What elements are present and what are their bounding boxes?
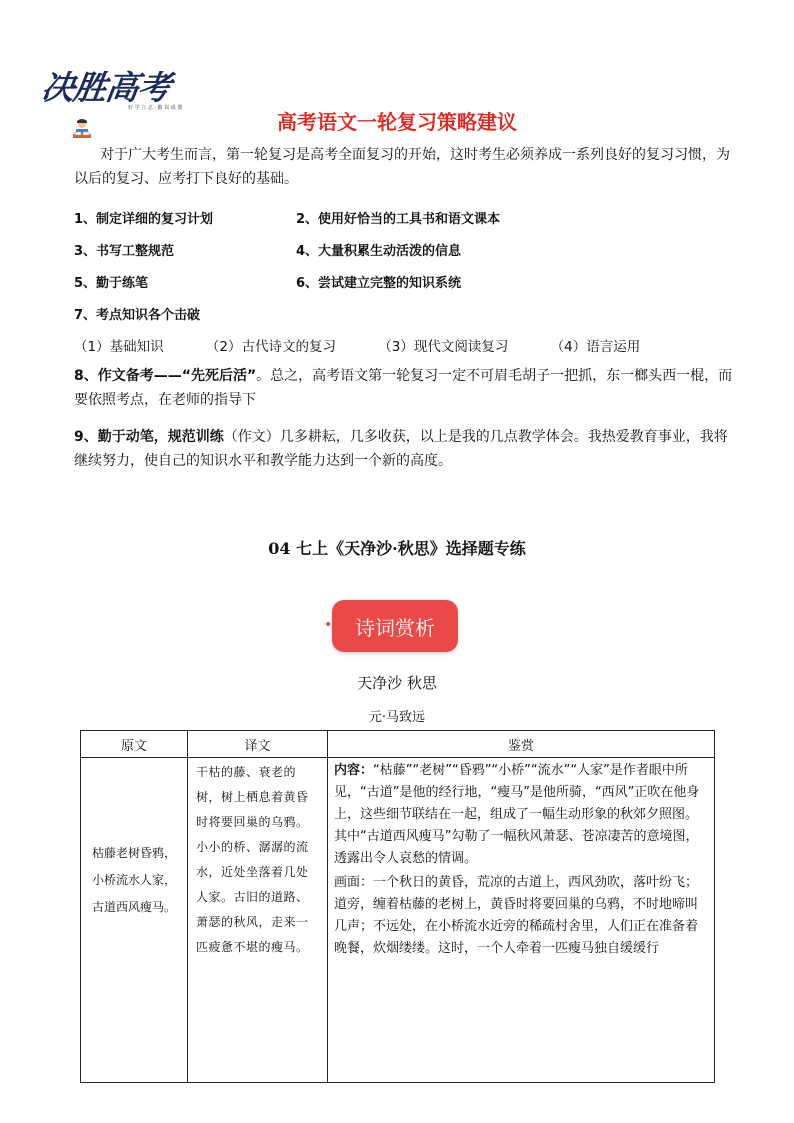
tip-row-2: [74, 240, 462, 259]
sub-item: （4）语言运用: [550, 339, 641, 355]
badge-dot: [326, 622, 330, 626]
intro-paragraph: 对于广大考生而言，第一轮复习是高考全面复习的开始，这时考生必须养成一系列良好的复习习惯，为以后的复习、应考打下良好的基础。: [74, 147, 730, 187]
tip-9-lead: 9、勤于动笔，规范训练: [74, 429, 224, 445]
tip-9-paragraph: [74, 425, 734, 473]
section-title: 04 七上《天净沙·秋思》选择题专练: [268, 539, 526, 558]
tip-5: 5、勤于练笔: [74, 276, 149, 291]
logo-slogan: 好 学 立 志 · 勤 以 成 器: [128, 105, 183, 111]
tip-3: 3、书写工整规范: [74, 244, 175, 259]
poem-author: 元·马致远: [368, 710, 426, 725]
poem-table: [80, 730, 715, 1083]
sub-item: （3）现代文阅读复习: [378, 339, 509, 355]
tip-row-3: [74, 272, 462, 291]
header-original: 原文: [81, 731, 188, 758]
appreciation-cell: [328, 758, 715, 1083]
tip-4: 4、大量积累生动活泼的信息: [296, 244, 462, 259]
header-appreciation: 鉴赏: [328, 731, 715, 758]
poem-line: 小桥流水人家，: [91, 873, 176, 887]
original-cell: [81, 758, 188, 1083]
page-title: 高考语文一轮复习策略建议: [277, 110, 517, 134]
tip-8-quote: “先死后活”: [181, 368, 257, 384]
poem-title: 天净沙 秋思: [357, 674, 437, 692]
tip-8-lead: 8、作文备考——: [74, 368, 182, 384]
tip-9-text: （作文）几多耕耘，几多收获，以上是我的几点教学体会。我热爱教育事业，我将继续努力，使自己的知识水平和教学能力达到一个新的高度。: [74, 429, 728, 469]
sub-item: （1）基础知识: [74, 339, 164, 355]
sub-item: （2）古代诗文的复习: [205, 339, 336, 355]
translation-cell: 干枯的藤、衰老的树，树上栖息着黄昏时将要回巢的乌鸦。小小的桥、潺潺的流水，近处坐落着几处人家。古旧的道路、萧瑟的秋风，走来一匹疲惫不堪的瘦马。: [188, 758, 328, 1083]
logo-text: 决胜高考: [38, 68, 173, 107]
tip-row-1: [74, 208, 501, 227]
tip-7-sub-items: [74, 335, 678, 355]
poetry-appreciation-badge: 诗词赏析: [332, 600, 458, 652]
tip-7: 7、考点知识各个击破: [74, 308, 201, 323]
tip-8-text: 。总之，高考语文第一轮复习一定不可眉毛胡子一把抓，东一榔头西一棍，而要依照考点，在老师的指导下: [74, 368, 733, 408]
scene-text: 一个秋日的黄昏，荒凉的古道上，西风劲吹，落叶纷飞；道旁，缠着枯藤的老树上，黄昏时将要回巢的乌鸦，不时地啼叫几声；不远处，在小桥流水近旁的稀疏村舍里，人们正在准备着晚餐，炊烟缕缕。这时，一个人牵着一匹瘦马独自缓缓行: [334, 875, 699, 956]
poem-line: 古道西风瘦马。: [91, 900, 176, 914]
content-block: [334, 760, 708, 870]
content-text: “枯藤”“老树”“昏鸦”“小桥”“流水”“人家”是作者眼中所见，“古道”是他的经行地，“瘦马”是他所骑，“西风”正吹在他身上，这些细节联结在一起，组成了一幅生动形象的秋郊夕照图。其中“古道西风瘦马”勾勒了一幅秋风萧瑟、苍凉凄苦的意境图，透露出令人哀愁的情调。: [334, 763, 700, 866]
scene-block: [334, 872, 708, 960]
poem-line: 枯藤老树昏鸦，: [91, 846, 176, 860]
content-label: 内容：: [334, 763, 374, 778]
tip-1: 1、制定详细的复习计划: [74, 212, 214, 227]
table-header-row: [81, 731, 715, 758]
table-row: [81, 758, 715, 1083]
scene-label: 画面：: [334, 875, 374, 890]
tip-6: 6、尝试建立完整的知识系统: [296, 276, 462, 291]
header-translation: 译文: [188, 731, 328, 758]
tip-2: 2、使用好恰当的工具书和语文课本: [296, 212, 501, 227]
tip-8-paragraph: [74, 364, 734, 412]
